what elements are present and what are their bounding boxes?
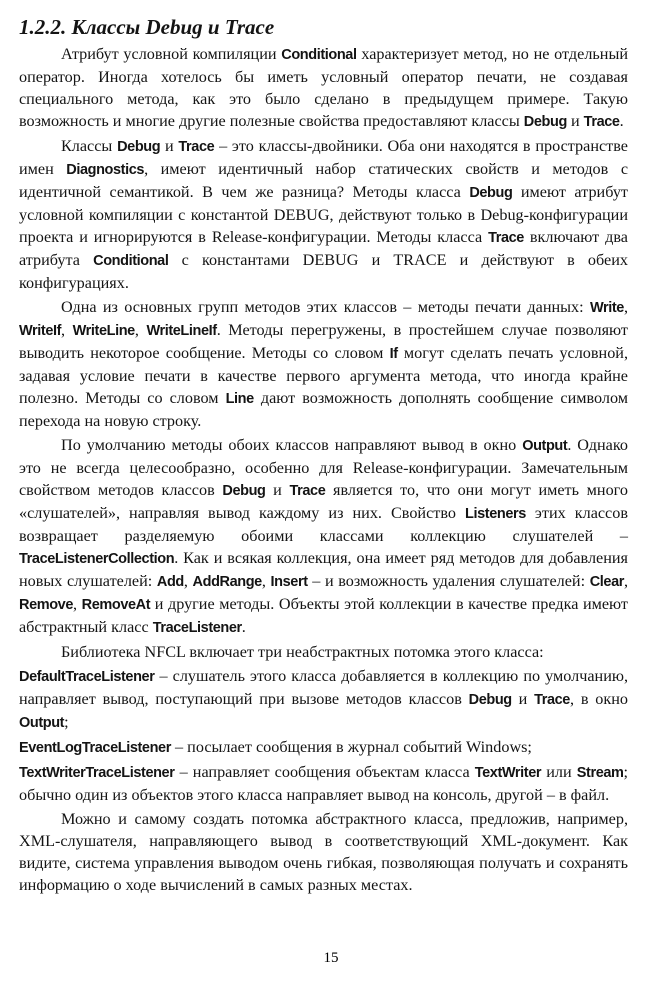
- text-run: имеют атрибут условной компиляции с константой DEBUG, действуют только в Debug-конфигурации проекта и игнорируются в Release-конфигурации. Методы класса: [19, 183, 628, 246]
- text-run: ;: [64, 713, 69, 731]
- text-run: – посылает сообщения в журнал событий Windows;: [170, 738, 532, 756]
- text-run: Классы: [61, 137, 118, 155]
- text-run: является то, что они могут иметь много «слушателей», направляя вывод каждому из них. Свойство: [19, 481, 628, 522]
- code-keyword: Add: [156, 574, 184, 590]
- text-run: включают два атрибута: [19, 228, 628, 269]
- page-body: [19, 14, 628, 896]
- code-keyword: Output: [522, 438, 568, 454]
- paragraph: [19, 736, 628, 759]
- text-run: и другие методы. Объекты этой коллекции в качестве предка имеют абстрактный класс: [19, 595, 628, 636]
- text-run: с константами DEBUG и TRACE и действуют в обеих конфигурациях.: [19, 251, 628, 292]
- text-run: дают возможность дополнять сообщение символом перехода на новую строку.: [19, 389, 628, 430]
- text-run: и: [160, 137, 179, 155]
- text-run: . Однако это не всегда целесообразно, особенно для Release-конфигурации. Замечательным свойством методов классов: [19, 436, 628, 499]
- text-run: . Как и всякая коллекция, она имеет ряд методов для добавления новых слушателей:: [19, 549, 628, 590]
- paragraph: [19, 665, 628, 734]
- paragraph: [19, 434, 628, 639]
- code-keyword: Output: [19, 715, 65, 731]
- code-keyword: Debug: [523, 114, 567, 130]
- paragraph: [19, 296, 628, 432]
- paragraph: [19, 135, 628, 294]
- text-run: и: [566, 112, 584, 130]
- code-keyword: Trace: [583, 114, 620, 130]
- code-keyword: Clear: [589, 574, 624, 590]
- page-number: 15: [323, 950, 339, 966]
- text-run: .: [241, 618, 246, 636]
- text-run: ,: [623, 298, 628, 316]
- code-keyword: DefaultTraceListener: [19, 669, 155, 685]
- code-keyword: Trace: [534, 692, 570, 708]
- text-run: этих классов возвращает разделяемую обоими классами коллекцию слушателей –: [19, 504, 628, 545]
- code-keyword: EventLogTraceListener: [19, 740, 171, 756]
- text-run: ,: [183, 572, 193, 590]
- code-keyword: WriteIf: [19, 323, 62, 339]
- code-keyword: TraceListenerCollection: [19, 551, 175, 567]
- paragraph: [19, 641, 628, 663]
- text-run: – это классы-двойники. Оба они находятся в пространстве имен: [19, 137, 628, 178]
- text-run: и: [265, 481, 290, 499]
- text-run: , в окно: [569, 690, 628, 708]
- code-keyword: TraceListener: [152, 620, 242, 636]
- code-keyword: Write: [589, 300, 624, 316]
- code-keyword: Trace: [289, 483, 326, 499]
- code-keyword: Line: [225, 391, 254, 407]
- text-run: ; обычно один из объектов этого класса направляет вывод на консоль, другой – в файл.: [19, 763, 629, 804]
- text-run: – направляет сообщения объектам класса: [174, 763, 475, 781]
- code-keyword: Diagnostics: [66, 162, 145, 178]
- code-keyword: Conditional: [281, 47, 357, 63]
- code-keyword: Remove: [19, 597, 74, 613]
- text-body: [19, 43, 628, 896]
- text-run: . Методы перегружены, в простейшем случае позволяют выводить некоторое сообщение. Методы со словом: [19, 321, 629, 362]
- code-keyword: Insert: [270, 574, 308, 590]
- code-keyword: Stream: [576, 765, 624, 781]
- code-keyword: Listeners: [465, 506, 526, 522]
- code-keyword: WriteLine: [72, 323, 135, 339]
- text-run: ,: [134, 321, 147, 339]
- text-run: Библиотека NFCL включает три неабстрактных потомка этого класса:: [61, 643, 544, 661]
- paragraph: [19, 808, 628, 896]
- text-run: , имеют идентичный набор статических свойств и методов с идентичной семантикой. В чем же разница? Методы класса: [19, 160, 628, 201]
- code-keyword: Debug: [468, 692, 512, 708]
- code-keyword: Debug: [117, 139, 161, 155]
- text-run: ,: [623, 572, 629, 590]
- code-keyword: If: [389, 346, 398, 362]
- text-run: ,: [261, 572, 271, 590]
- code-keyword: TextWriterTraceListener: [19, 765, 175, 781]
- text-run: или: [541, 763, 577, 781]
- code-keyword: Trace: [488, 230, 524, 246]
- text-run: – слушатель этого класса добавляется в коллекцию по умолчанию, направляет вывод, поступающий при вызове методов классов: [19, 667, 628, 708]
- code-keyword: Conditional: [93, 253, 169, 269]
- text-run: Можно и самому создать потомка абстрактного класса, предложив, например, XML-слушателя, направляющего вывод в соответствующий XML-документ. Как видите, система управления выводом очень гибкая, позволяющая получать и сохранять информацию о ходе вычислений в самых разных местах.: [19, 810, 628, 894]
- text-run: ,: [73, 595, 82, 613]
- section-heading: 1.2.2. Классы Debug и Trace: [19, 15, 275, 39]
- paragraph: [19, 43, 628, 133]
- code-keyword: Debug: [222, 483, 266, 499]
- text-run: Атрибут условной компиляции: [61, 45, 282, 63]
- text-run: По умолчанию методы обоих классов направляют вывод в окно: [61, 436, 523, 454]
- text-run: и: [511, 690, 535, 708]
- text-run: характеризует метод, но не отдельный оператор. Иногда хотелось бы иметь условный оператор печати, не создавая специального метода, как это было сделано в предыдущем примере. Такую возможность и многие другие полезные свойства предоставляют классы: [19, 45, 628, 130]
- code-keyword: WriteLineIf: [146, 323, 217, 339]
- code-keyword: Debug: [469, 185, 513, 201]
- text-run: Одна из основных групп методов этих классов – методы печати данных:: [61, 298, 590, 316]
- code-keyword: AddRange: [192, 574, 262, 590]
- text-run: ,: [61, 321, 73, 339]
- text-run: – и возможность удаления слушателей:: [307, 572, 590, 590]
- text-run: могут сделать печать условной, задавая условие печати в качестве первого аргумента метода, что иногда крайне полезно. Методы со словом: [19, 344, 629, 407]
- code-keyword: RemoveAt: [81, 597, 151, 613]
- text-run: .: [619, 112, 624, 130]
- paragraph: [19, 761, 628, 806]
- code-keyword: Trace: [178, 139, 215, 155]
- code-keyword: TextWriter: [474, 765, 542, 781]
